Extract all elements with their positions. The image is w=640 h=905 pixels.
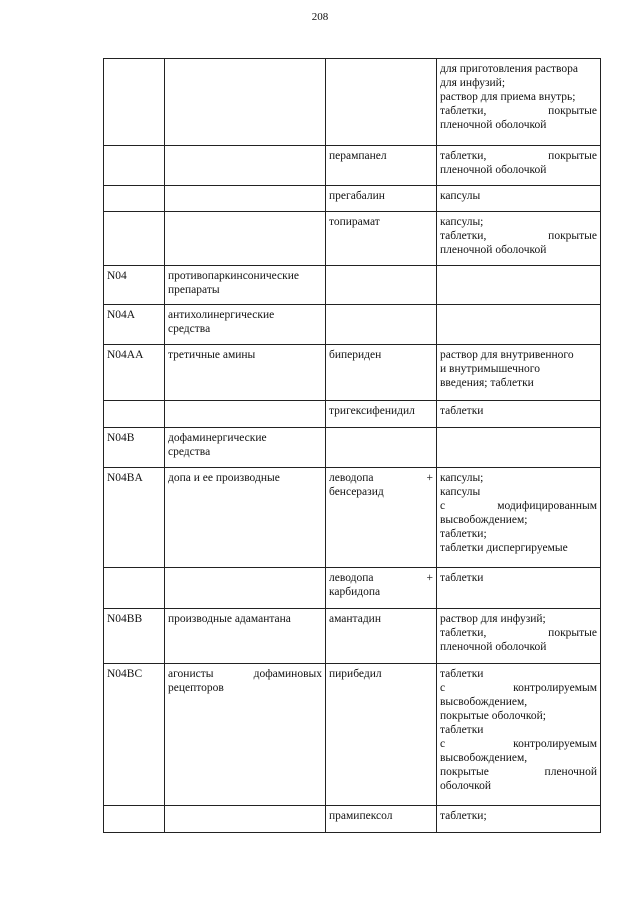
cell-line <box>329 585 433 599</box>
cell-line <box>440 348 597 362</box>
atc-code: N04B <box>107 432 135 444</box>
cell-text: топирамат <box>329 216 380 228</box>
cell-line <box>329 404 433 418</box>
cell-text: раствор для инфузий; <box>440 613 546 625</box>
table-row <box>104 806 601 833</box>
cell-line <box>440 62 597 76</box>
cell-text: дофаминергические <box>168 432 267 444</box>
atc-code: N04A <box>107 309 136 321</box>
cell-line <box>440 640 597 654</box>
cell-text: раствор для приема внутрь; <box>440 91 576 103</box>
atc-code-cell <box>104 428 165 468</box>
cell-line <box>168 612 322 626</box>
cell-line <box>168 681 322 695</box>
drug-name-cell <box>326 664 437 806</box>
cell-line <box>440 499 597 513</box>
cell-text: пленочной оболочкой <box>440 119 547 131</box>
group-name-cell <box>165 401 326 428</box>
atc-code: N04BA <box>107 472 143 484</box>
drug-name-cell <box>326 186 437 212</box>
group-name-cell <box>165 664 326 806</box>
cell-text: таблетки диспергируемые <box>440 542 568 554</box>
group-name-cell <box>165 609 326 664</box>
cell-line <box>440 243 597 257</box>
cell-text: раствор для внутривенного <box>440 349 574 361</box>
cell-text: тригексифенидил <box>329 405 415 417</box>
dosage-form-cell <box>437 428 601 468</box>
cell-text: высвобождением; <box>440 514 528 526</box>
table-row <box>104 345 601 401</box>
cell-line <box>440 215 597 229</box>
cell-line <box>329 667 433 681</box>
group-name-cell <box>165 806 326 833</box>
cell-line <box>440 229 597 243</box>
drug-name-cell <box>326 568 437 609</box>
cell-line <box>440 541 597 555</box>
dosage-form-cell <box>437 146 601 186</box>
table-row <box>104 609 601 664</box>
cell-line <box>329 215 433 229</box>
table-row <box>104 59 601 146</box>
drug-name-cell <box>326 345 437 401</box>
cell-text: с <box>440 682 446 694</box>
cell-text: производные адамантана <box>168 613 291 625</box>
cell-text: средства <box>168 323 211 335</box>
atc-code-cell <box>104 401 165 428</box>
cell-text: пленочной оболочкой <box>440 164 547 176</box>
cell-line <box>440 90 597 104</box>
dosage-form-cell <box>437 806 601 833</box>
cell-line <box>329 471 433 485</box>
drug-name-cell <box>326 305 437 345</box>
table-row <box>104 401 601 428</box>
cell-text: покрытые <box>548 150 597 162</box>
cell-line <box>168 322 322 336</box>
table-body <box>104 59 601 833</box>
cell-text: капсулы <box>440 190 481 202</box>
group-name-cell <box>165 568 326 609</box>
cell-line <box>329 149 433 163</box>
cell-line <box>329 571 433 585</box>
dosage-form-cell <box>437 305 601 345</box>
cell-line <box>440 513 597 527</box>
cell-text: капсулы <box>440 486 481 498</box>
group-name-cell <box>165 266 326 305</box>
cell-line <box>440 681 597 695</box>
cell-text: средства <box>168 446 211 458</box>
cell-line <box>440 104 597 118</box>
drug-name-cell <box>326 59 437 146</box>
cell-text: + <box>426 572 433 584</box>
atc-code: N04AA <box>107 349 144 361</box>
table-row <box>104 186 601 212</box>
table-row <box>104 266 601 305</box>
cell-text: рецепторов <box>168 682 224 694</box>
cell-text: с <box>440 738 446 750</box>
cell-line <box>440 695 597 709</box>
atc-code: N04BB <box>107 613 143 625</box>
table-row <box>104 664 601 806</box>
table-row <box>104 568 601 609</box>
atc-code: N04 <box>107 270 127 282</box>
cell-line <box>440 163 597 177</box>
dosage-form-cell <box>437 266 601 305</box>
group-name-cell <box>165 428 326 468</box>
cell-text: бипериден <box>329 349 382 361</box>
cell-line <box>168 431 322 445</box>
atc-code-cell <box>104 59 165 146</box>
atc-code-cell <box>104 146 165 186</box>
cell-text: пленочной <box>544 766 597 778</box>
cell-text: покрытые <box>548 230 597 242</box>
cell-line <box>329 189 433 203</box>
cell-text: таблетки, <box>440 150 487 162</box>
cell-text: капсулы; <box>440 216 484 228</box>
cell-line <box>440 723 597 737</box>
cell-text: антихолинергические <box>168 309 275 321</box>
cell-text: для инфузий; <box>440 77 506 89</box>
dosage-form-cell <box>437 664 601 806</box>
group-name-cell <box>165 186 326 212</box>
cell-text: таблетки; <box>440 810 487 822</box>
cell-text: пленочной оболочкой <box>440 641 547 653</box>
cell-text: таблетки; <box>440 528 487 540</box>
cell-text: агонисты <box>168 668 214 680</box>
cell-line <box>440 362 597 376</box>
cell-line <box>440 779 597 793</box>
cell-line <box>168 667 322 681</box>
atc-code-cell <box>104 212 165 266</box>
cell-text: леводопа <box>329 472 374 484</box>
cell-line <box>440 76 597 90</box>
group-name-cell <box>165 146 326 186</box>
drug-name-cell <box>326 609 437 664</box>
group-name-cell <box>165 345 326 401</box>
group-name-cell <box>165 468 326 568</box>
cell-text: таблетки <box>440 572 484 584</box>
dosage-form-cell <box>437 186 601 212</box>
cell-text: карбидопа <box>329 586 381 598</box>
table-row <box>104 146 601 186</box>
dosage-form-cell <box>437 568 601 609</box>
cell-text: высвобождением, <box>440 752 528 764</box>
cell-text: покрытые <box>548 627 597 639</box>
dosage-form-cell <box>437 59 601 146</box>
cell-text: покрытые <box>548 105 597 117</box>
cell-line <box>440 189 597 203</box>
cell-line <box>329 348 433 362</box>
cell-text: противопаркинсонические <box>168 270 299 282</box>
atc-code-cell <box>104 345 165 401</box>
cell-text: допа и ее производные <box>168 472 280 484</box>
cell-line <box>168 283 322 297</box>
dosage-form-cell <box>437 468 601 568</box>
cell-text: покрытые <box>440 766 489 778</box>
cell-text: модифицированным <box>497 500 597 512</box>
cell-text: таблетки <box>440 668 484 680</box>
cell-line <box>168 269 322 283</box>
atc-code-cell <box>104 609 165 664</box>
cell-line <box>168 348 322 362</box>
atc-code-cell <box>104 186 165 212</box>
cell-line <box>168 471 322 485</box>
cell-text: введения; таблетки <box>440 377 534 389</box>
atc-code-cell <box>104 568 165 609</box>
cell-line <box>329 485 433 499</box>
cell-line <box>440 626 597 640</box>
group-name-cell <box>165 212 326 266</box>
cell-text: прамипексол <box>329 810 393 822</box>
atc-code-cell <box>104 305 165 345</box>
dosage-form-cell <box>437 401 601 428</box>
cell-text: и внутримышечного <box>440 363 540 375</box>
cell-line <box>440 809 597 823</box>
cell-text: дофаминовых <box>253 668 322 680</box>
cell-line <box>168 308 322 322</box>
cell-line <box>440 751 597 765</box>
dosage-form-cell <box>437 212 601 266</box>
cell-line <box>440 485 597 499</box>
atc-code-cell <box>104 664 165 806</box>
group-name-cell <box>165 59 326 146</box>
cell-text: таблетки, <box>440 105 487 117</box>
cell-text: пленочной оболочкой <box>440 244 547 256</box>
cell-line <box>440 118 597 132</box>
cell-line <box>440 376 597 390</box>
table-row <box>104 468 601 568</box>
cell-text: леводопа <box>329 572 374 584</box>
cell-text: пирибедил <box>329 668 382 680</box>
cell-line <box>440 404 597 418</box>
dosage-form-cell <box>437 609 601 664</box>
cell-text: высвобождением, <box>440 696 528 708</box>
cell-text: таблетки <box>440 405 484 417</box>
atc-code: N04BC <box>107 668 143 680</box>
cell-text: таблетки, <box>440 230 487 242</box>
cell-line <box>440 571 597 585</box>
cell-text: бенсеразид <box>329 486 384 498</box>
cell-line <box>329 612 433 626</box>
drug-name-cell <box>326 468 437 568</box>
cell-line <box>329 809 433 823</box>
cell-line <box>440 765 597 779</box>
drug-name-cell <box>326 266 437 305</box>
cell-line <box>168 445 322 459</box>
cell-text: контролируемым <box>513 738 597 750</box>
cell-text: + <box>426 472 433 484</box>
table-row <box>104 428 601 468</box>
cell-text: таблетки, <box>440 627 487 639</box>
page-number: 208 <box>311 11 329 23</box>
atc-code-cell <box>104 806 165 833</box>
atc-code-cell <box>104 468 165 568</box>
cell-line <box>440 737 597 751</box>
cell-text: амантадин <box>329 613 381 625</box>
drug-classification-table <box>103 58 601 833</box>
cell-text: капсулы; <box>440 472 484 484</box>
cell-text: оболочкой <box>440 780 492 792</box>
cell-text: для приготовления раствора <box>440 63 578 75</box>
cell-text: таблетки <box>440 724 484 736</box>
cell-text: третичные амины <box>168 349 256 361</box>
table-row <box>104 212 601 266</box>
cell-line <box>440 527 597 541</box>
cell-text: покрытые оболочкой; <box>440 710 546 722</box>
drug-name-cell <box>326 146 437 186</box>
cell-line <box>440 612 597 626</box>
drug-name-cell <box>326 806 437 833</box>
cell-text: перампанел <box>329 150 387 162</box>
cell-line <box>440 709 597 723</box>
cell-text: с <box>440 500 446 512</box>
cell-line <box>440 149 597 163</box>
drug-name-cell <box>326 401 437 428</box>
cell-line <box>440 667 597 681</box>
cell-text: препараты <box>168 284 220 296</box>
cell-text: контролируемым <box>513 682 597 694</box>
atc-code-cell <box>104 266 165 305</box>
drug-name-cell <box>326 428 437 468</box>
drug-name-cell <box>326 212 437 266</box>
cell-text: прегабалин <box>329 190 385 202</box>
dosage-form-cell <box>437 345 601 401</box>
cell-line <box>440 471 597 485</box>
group-name-cell <box>165 305 326 345</box>
table-row <box>104 305 601 345</box>
